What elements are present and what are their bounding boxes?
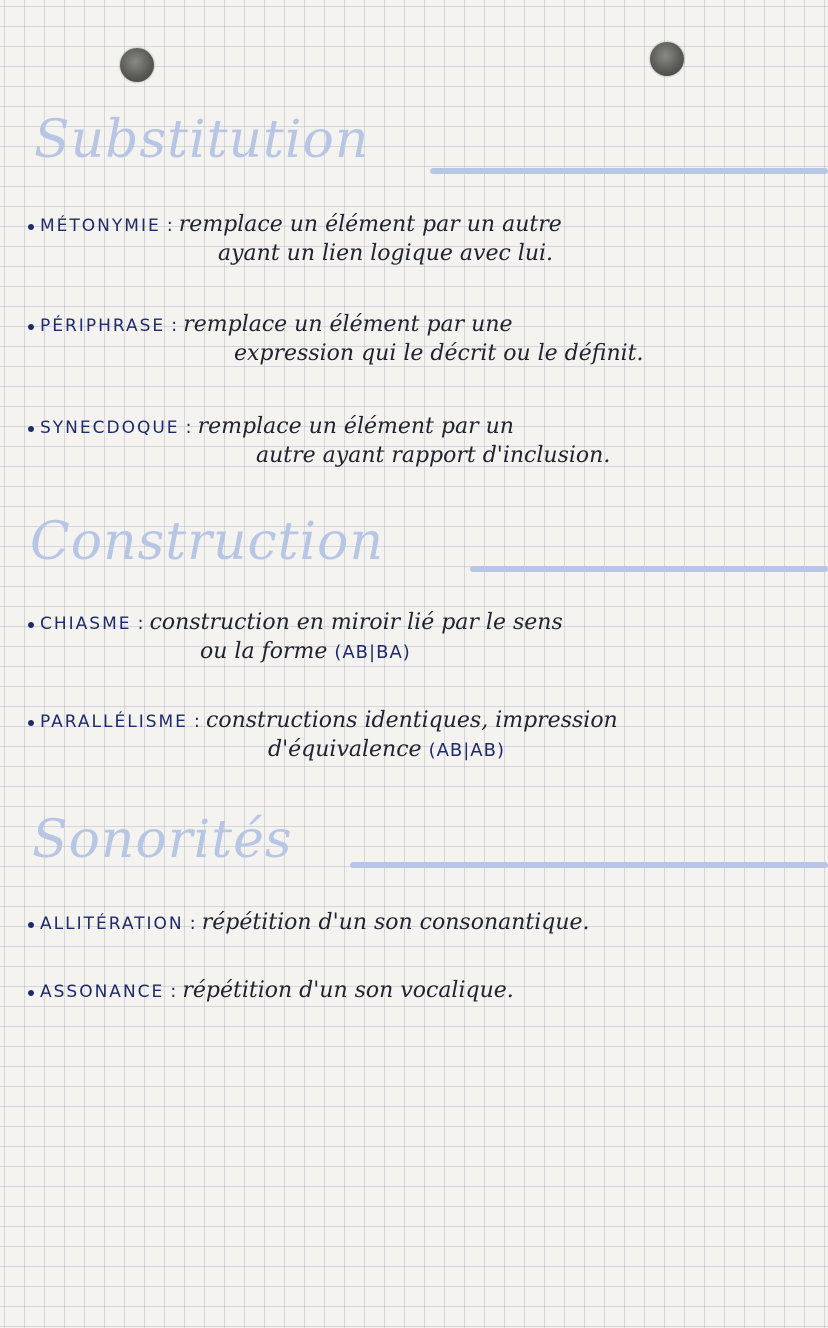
- entry-parallelisme: [28, 708, 818, 762]
- bullet-dot-icon: [28, 324, 34, 330]
- title-underline: [470, 566, 828, 572]
- definition-line-2: d'équivalence: [268, 737, 422, 762]
- section-title-sonorites: Sonorités: [32, 810, 293, 870]
- hole-punch-right-icon: [650, 42, 684, 76]
- definition-line-2: expression qui le décrit ou le définit.: [234, 341, 644, 366]
- colon: :: [166, 215, 173, 236]
- term-label: SYNECDOQUE: [40, 418, 180, 438]
- entry-alliteration: [28, 910, 818, 935]
- colon: :: [189, 913, 196, 934]
- colon: :: [170, 981, 177, 1002]
- entry-assonance: [28, 978, 818, 1003]
- colon: :: [171, 315, 178, 336]
- entry-metonymie: [28, 212, 818, 266]
- entry-synecdoque: [28, 414, 818, 468]
- bullet-dot-icon: [28, 720, 34, 726]
- bullet-dot-icon: [28, 990, 34, 996]
- definition-line-1: construction en miroir lié par le sens: [149, 610, 563, 635]
- definition-line-2: ayant un lien logique avec lui.: [218, 241, 554, 266]
- colon: :: [193, 711, 200, 732]
- definition-line-2: autre ayant rapport d'inclusion.: [256, 443, 611, 468]
- title-underline: [350, 862, 828, 868]
- pattern-code: (AB|AB): [428, 740, 505, 761]
- term-label: ASSONANCE: [40, 982, 165, 1002]
- definition-line-1: remplace un élément par un: [197, 414, 514, 439]
- definition-line-1: répétition d'un son consonantique.: [201, 910, 590, 935]
- definition-line-1: constructions identiques, impression: [206, 708, 618, 733]
- term-label: ALLITÉRATION: [40, 914, 184, 934]
- colon: :: [185, 417, 192, 438]
- definition-line-2: ou la forme: [200, 639, 328, 664]
- definition-line-1: remplace un élément par une: [183, 312, 513, 337]
- section-title-construction: Construction: [30, 512, 384, 572]
- entry-chiasme: [28, 610, 818, 664]
- term-label: CHIASME: [40, 614, 132, 634]
- term-label: PARALLÉLISME: [40, 712, 188, 732]
- section-title-substitution: Substitution: [34, 110, 370, 170]
- bullet-dot-icon: [28, 224, 34, 230]
- definition-line-1: remplace un élément par un autre: [178, 212, 562, 237]
- colon: :: [137, 613, 144, 634]
- pattern-code: (AB|BA): [334, 642, 411, 663]
- title-underline: [430, 168, 828, 174]
- bullet-dot-icon: [28, 922, 34, 928]
- term-label: PÉRIPHRASE: [40, 316, 166, 336]
- term-label: MÉTONYMIE: [40, 216, 161, 236]
- definition-line-1: répétition d'un son vocalique.: [182, 978, 514, 1003]
- hole-punch-left-icon: [120, 48, 154, 82]
- entry-periphrase: [28, 312, 818, 366]
- bullet-dot-icon: [28, 426, 34, 432]
- bullet-dot-icon: [28, 622, 34, 628]
